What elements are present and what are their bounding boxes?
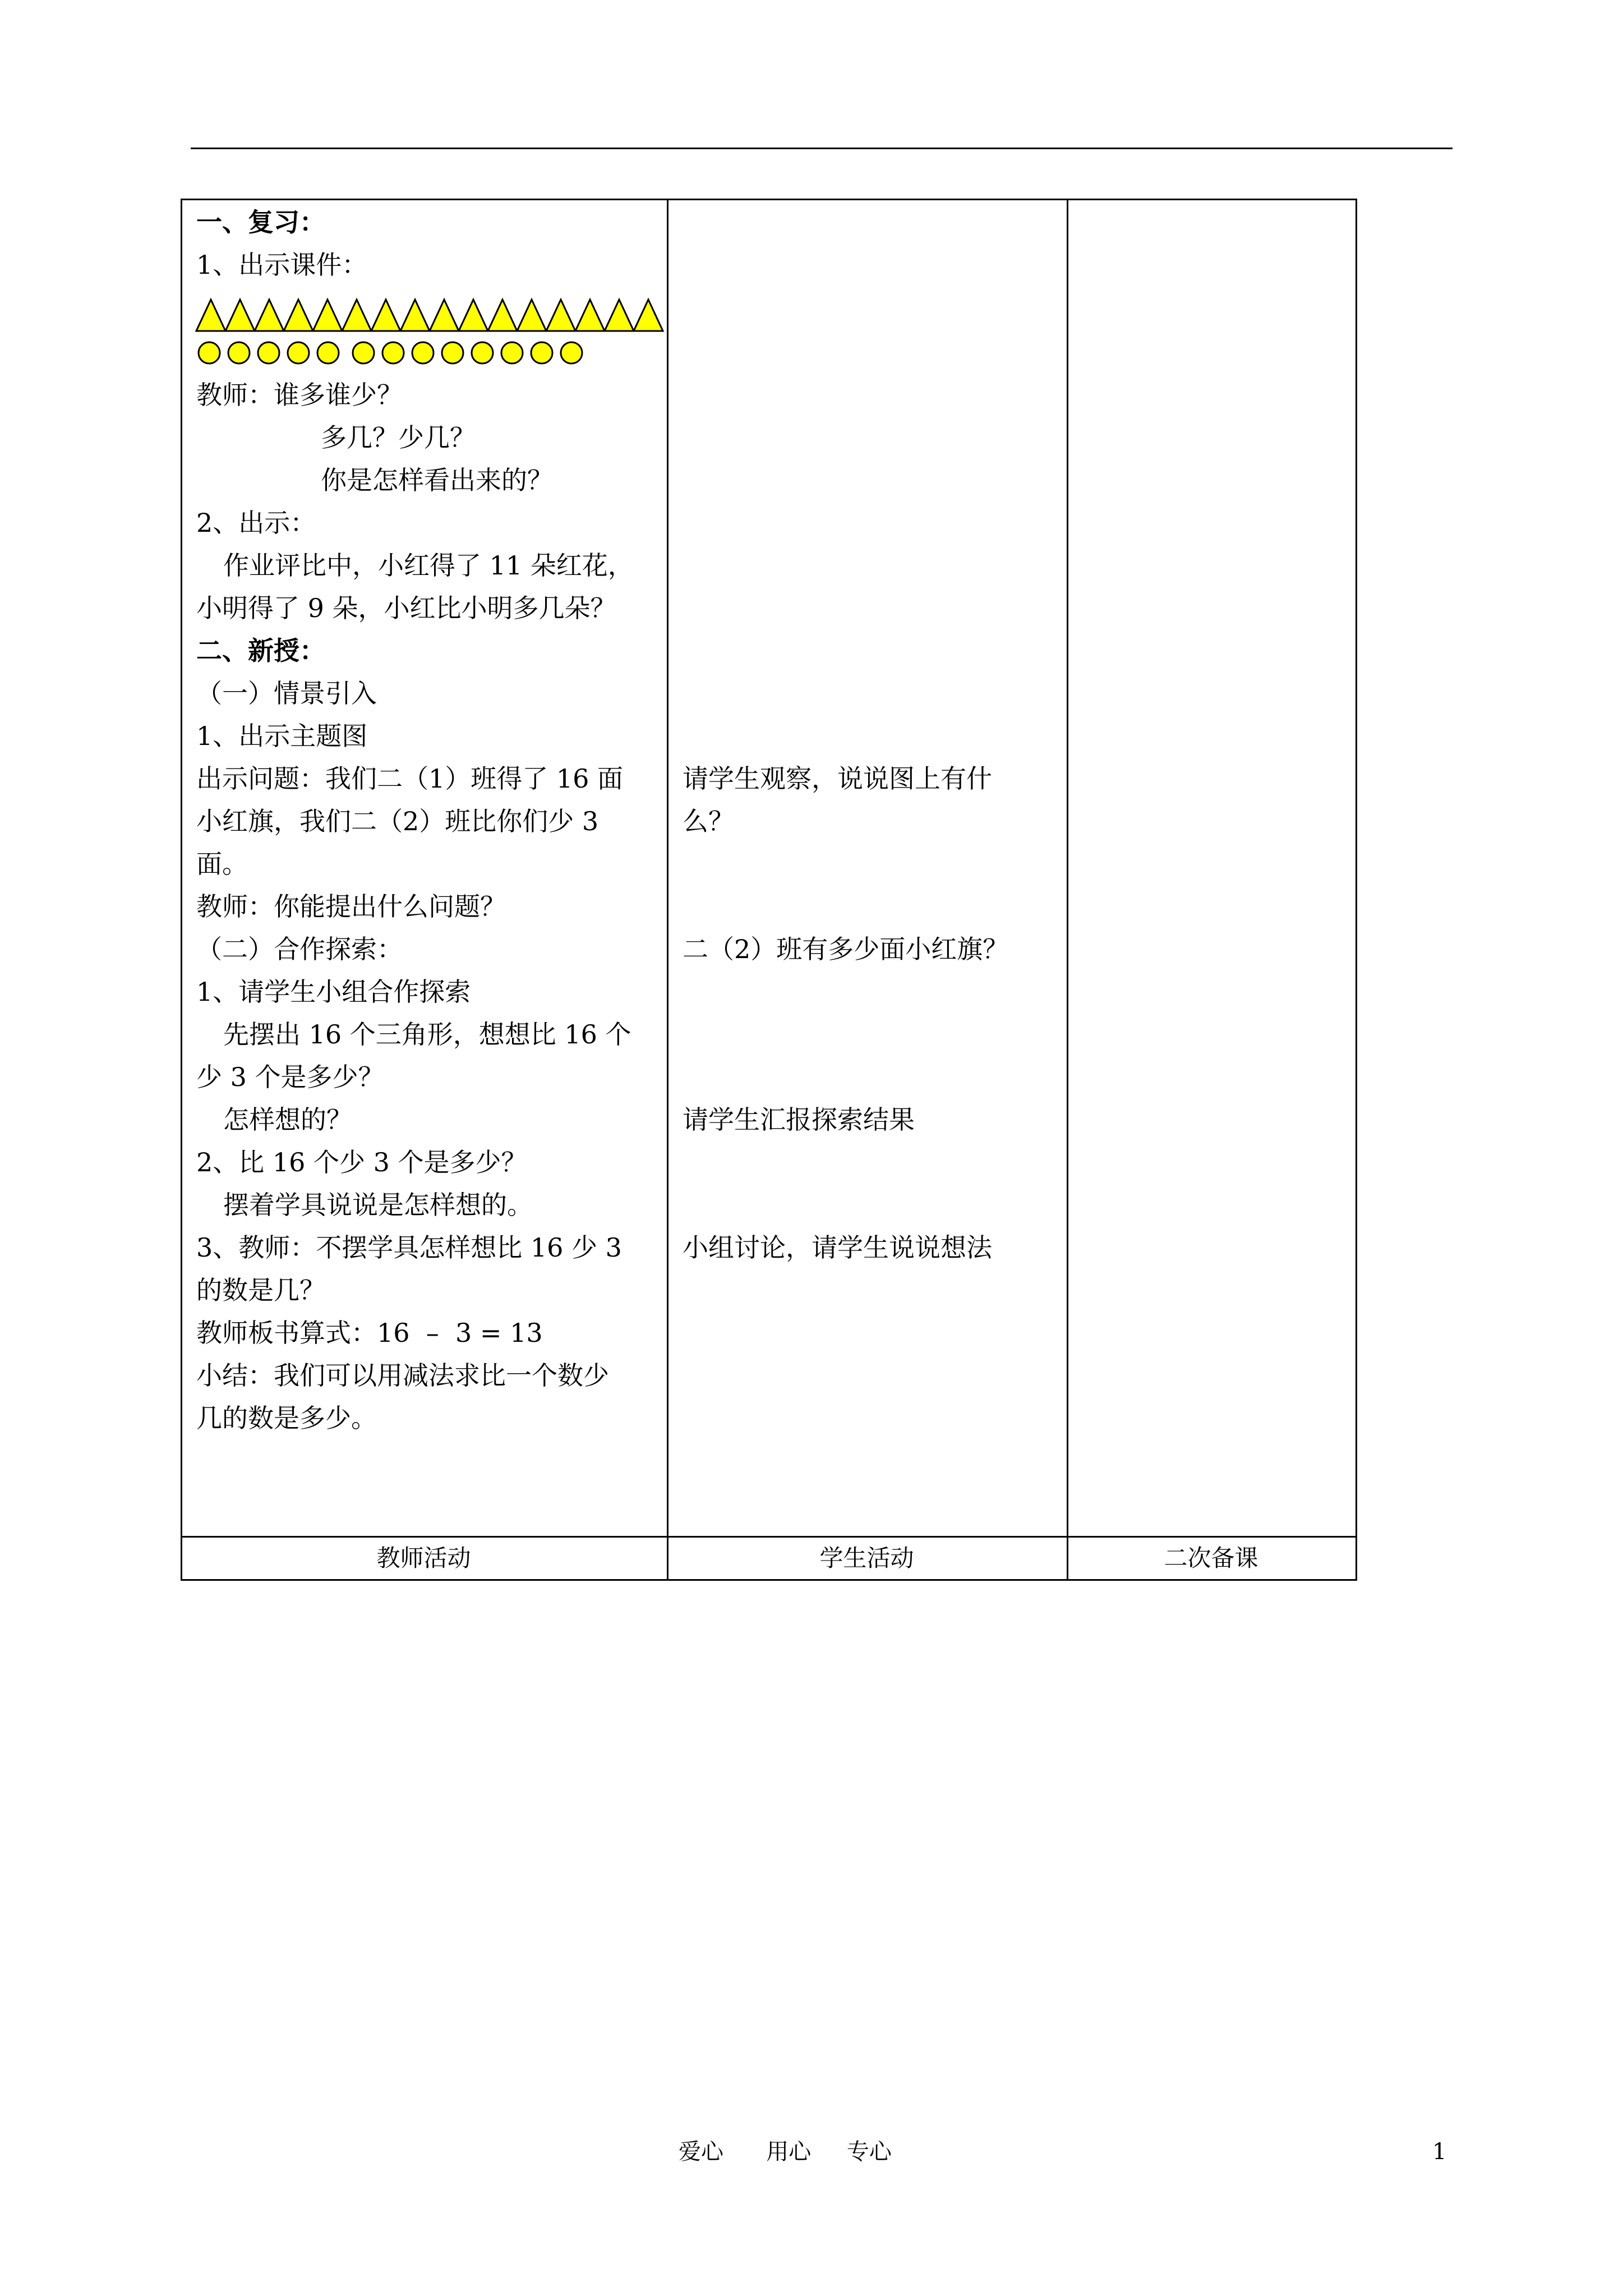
circle-shape bbox=[353, 342, 374, 364]
triangle-shape bbox=[459, 300, 488, 331]
shapes-courseware-figure bbox=[195, 297, 666, 370]
table-divider-2 bbox=[1067, 199, 1068, 1581]
circle-shape bbox=[561, 342, 582, 364]
teacher-question-3: 你是怎样看出来的？ bbox=[321, 465, 553, 495]
summary-line-1: 小结：我们可以用减法求比一个数少 bbox=[196, 1360, 609, 1391]
explore-item-1: 1、请学生小组合作探索 bbox=[196, 977, 471, 1007]
circle-shape bbox=[317, 342, 339, 364]
column-label-student: 学生活动 bbox=[819, 1544, 914, 1572]
table-border-top bbox=[181, 199, 1357, 200]
table-border-left bbox=[181, 199, 182, 1581]
triangle-shape bbox=[313, 300, 342, 331]
review-heading: 一、复习： bbox=[196, 207, 325, 237]
student-discuss: 小组讨论，请学生说说想法 bbox=[683, 1232, 992, 1263]
teacher-question-1: 教师：谁多谁少？ bbox=[196, 380, 403, 410]
circle-shape bbox=[501, 342, 523, 364]
circle-shape bbox=[412, 342, 434, 364]
table-border-bottom bbox=[181, 1579, 1357, 1581]
triangle-shape bbox=[605, 300, 634, 331]
explore-3-line-1: 3、教师：不摆学具怎样想比 16 少 3 bbox=[196, 1232, 622, 1263]
triangle-shape bbox=[517, 300, 546, 331]
column-label-teacher: 教师活动 bbox=[376, 1544, 471, 1572]
triangle-shape bbox=[225, 300, 255, 331]
new-lesson-item-1: 1、出示主题图 bbox=[196, 721, 368, 751]
triangle-shape bbox=[255, 300, 284, 331]
table-footer-divider bbox=[181, 1536, 1357, 1538]
table-divider-1 bbox=[667, 199, 668, 1581]
circle-shape bbox=[382, 342, 404, 364]
review-item-2: 2、出示： bbox=[196, 508, 316, 538]
circle-shape bbox=[442, 342, 463, 364]
circle-shape bbox=[288, 342, 309, 364]
triangle-shape bbox=[400, 300, 430, 331]
triangle-shape bbox=[371, 300, 400, 331]
student-observe-line-1: 请学生观察，说说图上有什 bbox=[683, 763, 992, 794]
page-number: 1 bbox=[1432, 2139, 1447, 2165]
triangle-shape bbox=[546, 300, 575, 331]
explore-1-line-1: 先摆出 16 个三角形，想想比 16 个 bbox=[223, 1019, 631, 1050]
circle-shape bbox=[531, 342, 552, 364]
table-border-right bbox=[1355, 199, 1357, 1581]
explore-1-line-3: 怎样想的？ bbox=[223, 1105, 352, 1135]
summary-line-2: 几的数是多少。 bbox=[196, 1403, 377, 1433]
triangle-shape bbox=[488, 300, 517, 331]
review-problem-line-2: 小明得了 9 朵，小红比小明多几朵？ bbox=[196, 593, 616, 623]
part-2-heading: （二）合作探索： bbox=[196, 934, 403, 964]
circle-shape bbox=[199, 342, 220, 364]
triangle-shape bbox=[575, 300, 605, 331]
explore-2-line-1: 摆着学具说说是怎样想的。 bbox=[223, 1190, 533, 1220]
explore-item-2: 2、比 16 个少 3 个是多少？ bbox=[196, 1147, 527, 1177]
explore-1-line-2: 少 3 个是多少？ bbox=[196, 1062, 384, 1092]
teacher-question-2: 多几？少几？ bbox=[321, 422, 476, 453]
circle-shape bbox=[472, 342, 493, 364]
review-problem-line-1: 作业评比中，小红得了 11 朵红花， bbox=[223, 550, 634, 581]
column-label-second-prep: 二次备课 bbox=[1164, 1544, 1258, 1572]
explore-3-line-2: 的数是几？ bbox=[196, 1275, 325, 1305]
review-item-1: 1、出示课件： bbox=[196, 250, 368, 280]
circle-shape bbox=[228, 342, 250, 364]
question-line-1: 出示问题：我们二（1）班得了 16 面 bbox=[196, 763, 624, 794]
triangle-shape bbox=[634, 300, 663, 331]
circle-shape bbox=[258, 342, 279, 364]
triangle-shape bbox=[284, 300, 313, 331]
student-question: 二（2）班有多少面小红旗？ bbox=[683, 934, 1009, 964]
triangle-shape bbox=[430, 300, 459, 331]
board-formula: 教师板书算式：16 – 3 = 13 bbox=[196, 1318, 543, 1348]
triangle-shape bbox=[342, 300, 371, 331]
teacher-prompt: 教师：你能提出什么问题？ bbox=[196, 891, 506, 922]
new-lesson-heading: 二、新授： bbox=[196, 636, 325, 666]
header-rule bbox=[191, 148, 1453, 149]
footer-motto: 爱心 用心 专心 bbox=[679, 2139, 892, 2165]
student-observe-line-2: 么？ bbox=[683, 806, 734, 836]
triangle-shape bbox=[196, 300, 225, 331]
part-1-heading: （一）情景引入 bbox=[196, 678, 377, 708]
question-line-2: 小红旗，我们二（2）班比你们少 3 bbox=[196, 806, 599, 836]
lesson-plan-table bbox=[181, 199, 1357, 1581]
student-report: 请学生汇报探索结果 bbox=[683, 1105, 915, 1135]
question-line-3: 面。 bbox=[196, 849, 248, 879]
